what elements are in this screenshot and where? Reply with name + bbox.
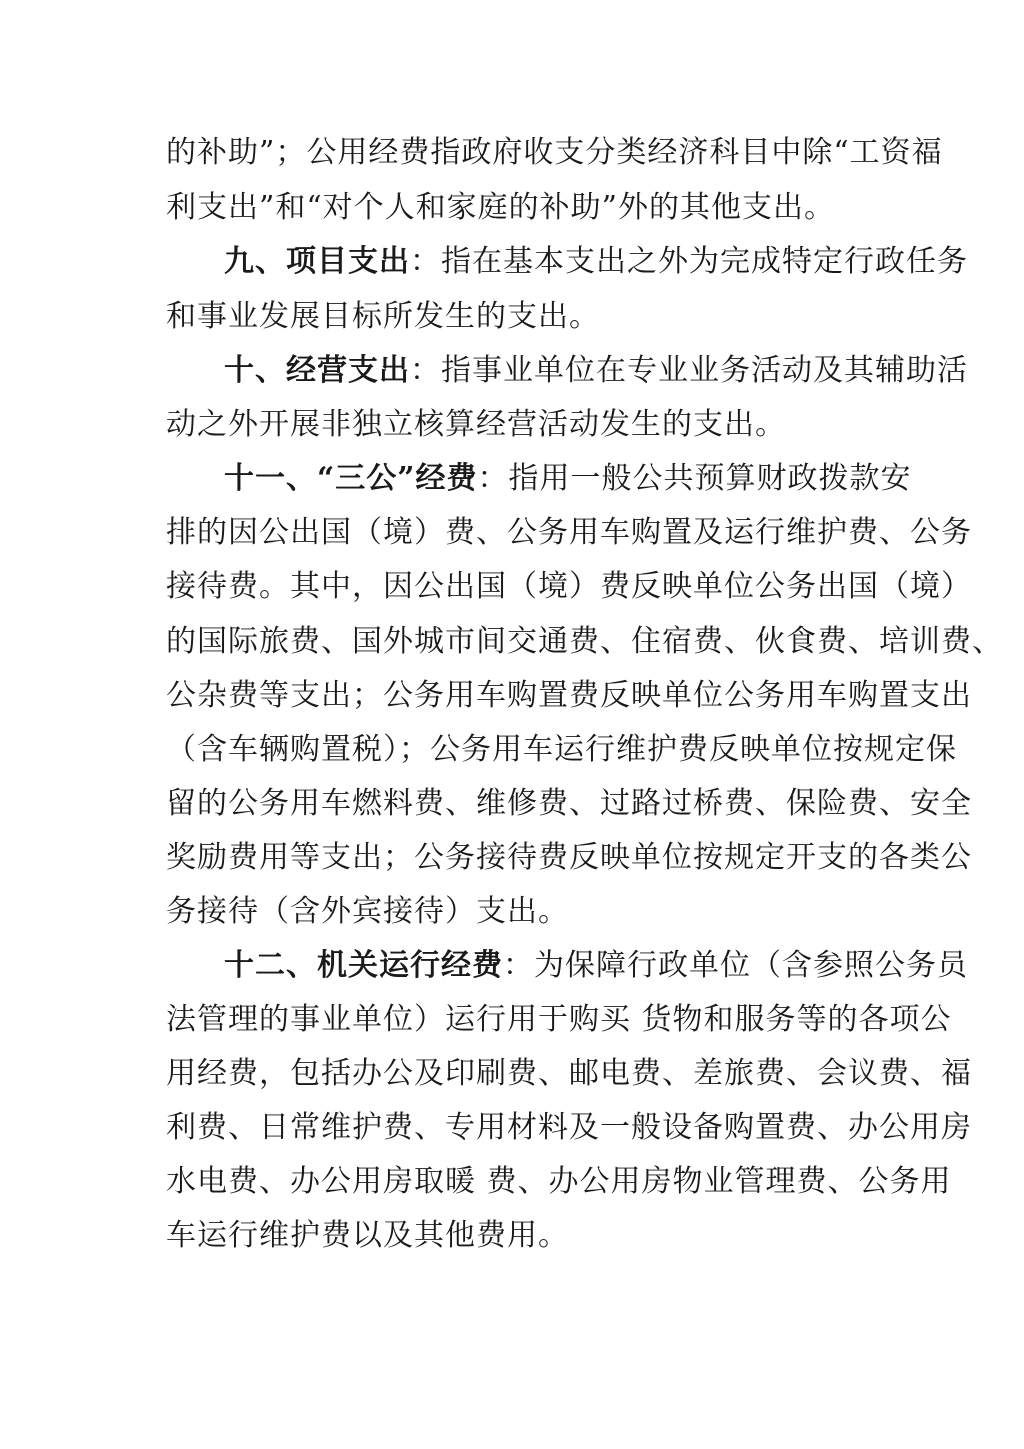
section-11-line-6: （含车辆购置税）；公务用车运行维护费反映单位按规定保 bbox=[166, 732, 957, 767]
section-10-line-2: 动之外开展非独立核算经营活动发生的支出。 bbox=[166, 407, 786, 442]
section-9-line-2: 和事业发展目标所发生的支出。 bbox=[166, 299, 600, 334]
paragraph-8-line-1: 的补助”；公用经费指政府收支分类经济科目中除“工资福 bbox=[166, 135, 943, 170]
section-10-heading: 十、经营支出 bbox=[224, 353, 410, 388]
section-12-line-6: 车运行维护费以及其他费用。 bbox=[166, 1218, 569, 1253]
section-11-line-2: 排的因公出国（境）费、公务用车购置及运行维护费、公务 bbox=[166, 515, 972, 550]
section-12-line-1 bbox=[224, 944, 968, 988]
section-9-line-1 bbox=[224, 240, 968, 284]
section-12-heading: 十二、机关运行经费 bbox=[224, 948, 503, 983]
section-11-line-8: 奖励费用等支出；公务接待费反映单位按规定开支的各类公 bbox=[166, 840, 972, 875]
section-11-line-5: 公杂费等支出；公务用车购置费反映单位公务用车购置支出 bbox=[166, 678, 972, 713]
section-10-text: ：指事业单位在专业业务活动及其辅助活 bbox=[410, 353, 968, 388]
paragraph-8-line-2: 利支出”和“对个人和家庭的补助”外的其他支出。 bbox=[166, 190, 836, 225]
section-12-text: ：为保障行政单位（含参照公务员 bbox=[503, 948, 968, 983]
section-12-line-4: 利费、日常维护费、专用材料及一般设备购置费、办公用房 bbox=[166, 1110, 972, 1145]
section-12-line-5: 水电费、办公用房取暖 费、办公用房物业管理费、公务用 bbox=[166, 1164, 952, 1199]
section-11-line-7: 留的公务用车燃料费、维修费、过路过桥费、保险费、安全 bbox=[166, 786, 972, 821]
section-11-heading: 十一、“三公”经费 bbox=[224, 461, 478, 496]
section-11-line-3: 接待费。其中，因公出国（境）费反映单位公务出国（境） bbox=[166, 569, 972, 604]
section-11-text: ：指用一般公共预算财政拨款安 bbox=[477, 461, 912, 496]
section-10-line-1 bbox=[224, 349, 968, 393]
section-12-line-3: 用经费，包括办公及印刷费、邮电费、差旅费、会议费、福 bbox=[166, 1056, 972, 1091]
section-9-text: ：指在基本支出之外为完成特定行政任务 bbox=[410, 244, 968, 279]
section-12-line-2: 法管理的事业单位）运行用于购买 货物和服务等的各项公 bbox=[166, 1002, 952, 1037]
section-11-line-4: 的国际旅费、国外城市间交通费、住宿费、伙食费、培训费、 bbox=[166, 624, 1003, 659]
section-9-heading: 九、项目支出 bbox=[224, 244, 410, 279]
section-11-line-1 bbox=[224, 457, 912, 501]
section-11-line-9: 务接待（含外宾接待）支出。 bbox=[166, 894, 569, 929]
